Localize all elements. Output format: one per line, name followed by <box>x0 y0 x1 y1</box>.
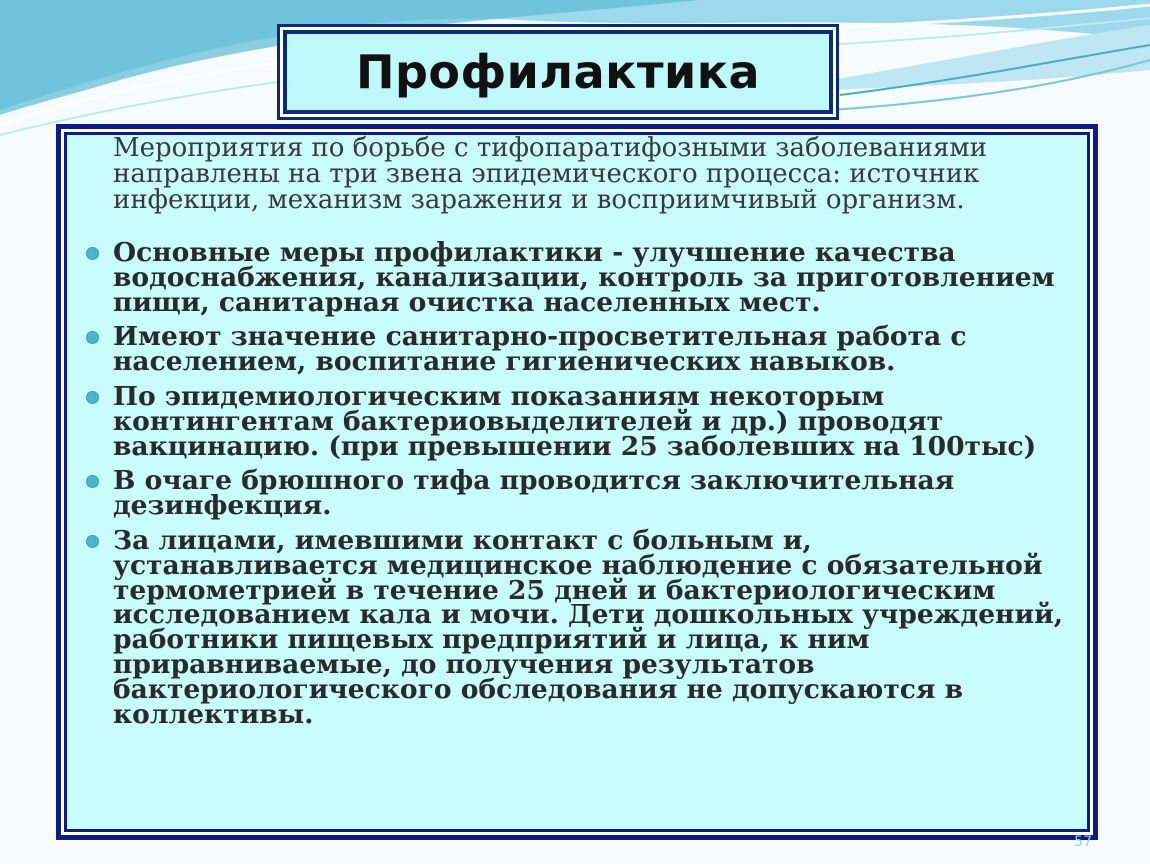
content-panel <box>56 124 1098 840</box>
bullet-text: В очаге брюшного тифа проводится заключительная дезинфекция. <box>113 465 955 522</box>
title-box <box>283 30 833 114</box>
bullet-icon <box>87 476 98 487</box>
slide-title: Профилактика <box>355 45 760 99</box>
bullet-icon <box>87 536 98 547</box>
bullet-text: Основные меры профилактики - улучшение качества водоснабжения, канализации, контроль за приготовлением пищи, санитарная очистка населенных мест. <box>113 237 1055 318</box>
bullet-icon <box>87 332 98 343</box>
bullet-icon <box>87 392 98 403</box>
bullet-icon <box>87 248 98 259</box>
bullet-text: По эпидемиологическим показаниям некоторым контингентам бактериовыделителей и др.) проводят вакцинацию. (при превышении 25 заболевших на 100тыс) <box>113 380 1037 462</box>
list-item <box>87 380 1067 462</box>
list-item <box>87 237 1067 318</box>
page-number: 57 <box>1074 834 1092 850</box>
intro-paragraph: Мероприятия по борьбе с тифопаратифозными заболеваниями направлены на три звена эпидемического процесса: источник инфекции, механизм заражения и восприимчивый организм. <box>113 133 987 215</box>
list-item <box>87 524 1067 730</box>
list-item <box>87 465 1067 522</box>
bullet-text: Имеют значение санитарно-просветительная работа с населением, воспитание гигиенических навыков. <box>113 321 967 378</box>
list-item <box>87 321 1067 378</box>
bullet-text: За лицами, имевшими контакт с больным и, устанавливается медицинское наблюдение с обязательной термометрией в течение 25 дней и бактериологическим исследованием кала и мочи. Дети дошкольных учреждений, работники пищевых предприятий и лица, к ним приравниваемые, до получения результатов бактериологического обследования не допускаются в коллективы. <box>113 524 1063 730</box>
bullet-list <box>87 237 1067 737</box>
